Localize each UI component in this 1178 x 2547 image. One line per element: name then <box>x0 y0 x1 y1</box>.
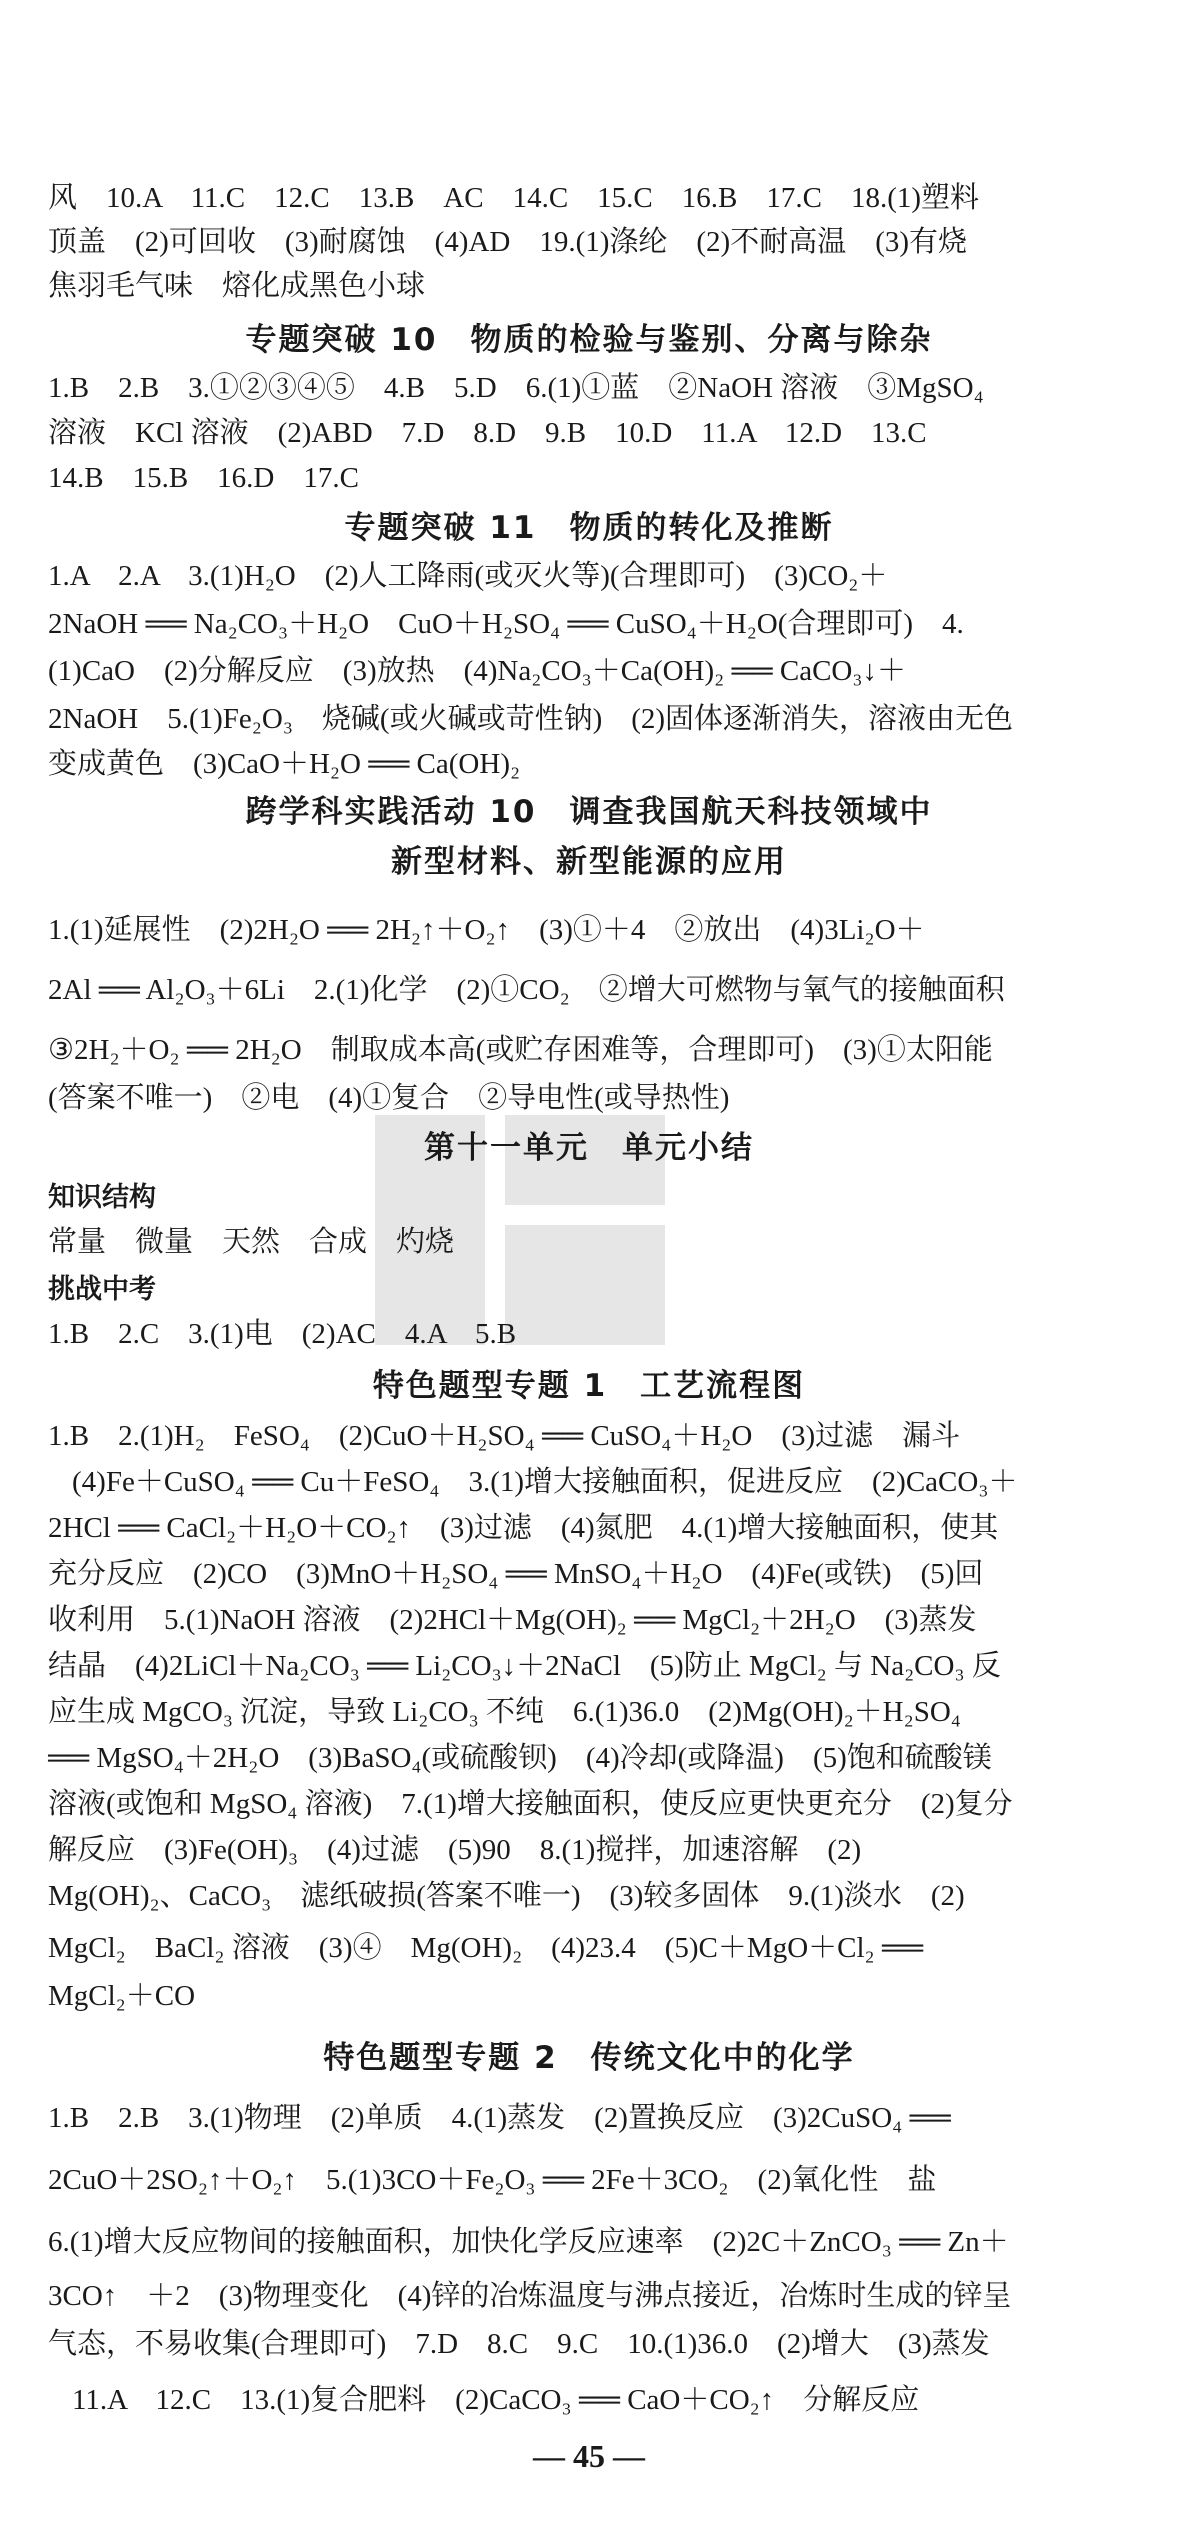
answer-line: (答案不唯一) ②电 (4)①复合 ②导电性(或导热性) <box>48 1082 730 1114</box>
answer-line: MgCl₂＋CO <box>48 1980 196 2012</box>
answer-line: 充分反应 (2)CO (3)MnO＋H₂SO₄ ══ MnSO₄＋H₂O (4)Fe(或铁) (5)回 <box>48 1558 984 1590</box>
answer-line: (1)CaO (2)分解反应 (3)放热 (4)Na₂CO₃＋Ca(OH)₂ ══ CaCO₃↓＋ <box>48 655 906 687</box>
answer-line: MgCl₂ BaCl₂ 溶液 (3)④ Mg(OH)₂ (4)23.4 (5)C＋MgO＋Cl₂ ══ <box>48 1932 923 1964</box>
section-title: 跨学科实践活动 10 调查我国航天科技领域中 <box>245 794 933 830</box>
subheading: 知识结构 <box>48 1182 156 1213</box>
answer-line: 变成黄色 (3)CaO＋H₂O ══ Ca(OH)₂ <box>48 748 521 780</box>
answer-line: 2HCl ══ CaCl₂＋H₂O＋CO₂↑ (3)过滤 (4)氮肥 4.(1)增大接触面积，使其 <box>48 1512 999 1544</box>
answer-line: 3CO↑ ＋2 (3)物理变化 (4)锌的冶炼温度与沸点接近，冶炼时生成的锌呈 <box>48 2280 1012 2312</box>
section-title: 专题突破 10 物质的检验与鉴别、分离与除杂 <box>245 322 933 358</box>
answer-line: ③2H₂＋O₂ ══ 2H₂O 制取成本高(或贮存困难等，合理即可) (3)①太阳能 <box>48 1034 993 1066</box>
answer-line: 1.B 2.C 3.(1)电 (2)AC 4.A 5.B <box>48 1318 517 1350</box>
answer-line: 溶液 KCl 溶液 (2)ABD 7.D 8.D 9.B 10.D 11.A 12.D 13.C <box>48 417 927 449</box>
section-title: 特色题型专题 2 传统文化中的化学 <box>323 2040 855 2076</box>
subheading: 挑战中考 <box>48 1274 156 1305</box>
answer-line: 2Al ══ Al₂O₃＋6Li 2.(1)化学 (2)①CO₂ ②增大可燃物与氧气的接触面积 <box>48 974 1005 1006</box>
answer-line: 结晶 (4)2LiCl＋Na₂CO₃ ══ Li₂CO₃↓＋2NaCl (5)防止 MgCl₂ 与 Na₂CO₃ 反 <box>48 1650 1001 1682</box>
answer-line: 2NaOH 5.(1)Fe₂O₃ 烧碱(或火碱或苛性钠) (2)固体逐渐消失，溶液由无色 <box>48 703 1014 735</box>
answer-line: 收利用 5.(1)NaOH 溶液 (2)2HCl＋Mg(OH)₂ ══ MgCl₂＋2H₂O (3)蒸发 <box>48 1604 977 1636</box>
section-title: 专题突破 11 物质的转化及推断 <box>344 510 834 546</box>
answer-line: 溶液(或饱和 MgSO₄ 溶液) 7.(1)增大接触面积，使反应更快更充分 (2)复分 <box>48 1788 1013 1820</box>
answer-line: ══ MgSO₄＋2H₂O (3)BaSO₄(或硫酸钡) (4)冷却(或降温) (5)饱和硫酸镁 <box>48 1742 992 1774</box>
answer-line: 顶盖 (2)可回收 (3)耐腐蚀 (4)AD 19.(1)涤纶 (2)不耐高温 (3)有烧 <box>48 226 968 258</box>
section-title: 新型材料、新型能源的应用 <box>391 844 787 880</box>
answer-line: 2NaOH ══ Na₂CO₃＋H₂O CuO＋H₂SO₄ ══ CuSO₄＋H₂O(合理即可) 4. <box>48 608 964 640</box>
answer-line: 焦羽毛气味 熔化成黑色小球 <box>48 270 426 302</box>
answer-line: 1.B 2.(1)H₂ FeSO₄ (2)CuO＋H₂SO₄ ══ CuSO₄＋H₂O (3)过滤 漏斗 <box>48 1420 961 1452</box>
answer-line: 1.A 2.A 3.(1)H₂O (2)人工降雨(或灭火等)(合理即可) (3)CO₂＋ <box>48 560 888 592</box>
answer-line: 6.(1)增大反应物间的接触面积，加快化学反应速率 (2)2C＋ZnCO₃ ══ Zn＋ <box>48 2226 1009 2258</box>
answer-line: 1.B 2.B 3.(1)物理 (2)单质 4.(1)蒸发 (2)置换反应 (3)2CuSO₄ ══ <box>48 2102 951 2134</box>
answer-line: 风 10.A 11.C 12.C 13.B AC 14.C 15.C 16.B 17.C 18.(1)塑料 <box>48 182 980 214</box>
section-title: 特色题型专题 1 工艺流程图 <box>372 1368 806 1404</box>
section-title: 第十一单元 单元小结 <box>424 1130 754 1166</box>
answer-line: 气态，不易收集(合理即可) 7.D 8.C 9.C 10.(1)36.0 (2)增大 (3)蒸发 <box>48 2328 990 2360</box>
answer-line: 解反应 (3)Fe(OH)₃ (4)过滤 (5)90 8.(1)搅拌，加速溶解 (2) <box>48 1834 862 1866</box>
page-number: — 45 — <box>533 2438 645 2474</box>
answer-line: 1.(1)延展性 (2)2H₂O ══ 2H₂↑＋O₂↑ (3)①＋4 ②放出 (4)3Li₂O＋ <box>48 914 925 946</box>
answer-line: 11.A 12.C 13.(1)复合肥料 (2)CaCO₃ ══ CaO＋CO₂↑ 分解反应 <box>72 2384 920 2416</box>
answer-line: (4)Fe＋CuSO₄ ══ Cu＋FeSO₄ 3.(1)增大接触面积，促进反应 (2)CaCO₃＋ <box>72 1466 1018 1498</box>
answer-line: 常量 微量 天然 合成 灼烧 <box>48 1226 455 1258</box>
answer-line: 应生成 MgCO₃ 沉淀，导致 Li₂CO₃ 不纯 6.(1)36.0 (2)Mg(OH)₂＋H₂SO₄ <box>48 1696 961 1728</box>
answer-line: 14.B 15.B 16.D 17.C <box>48 462 359 494</box>
answer-line: 1.B 2.B 3.①②③④⑤ 4.B 5.D 6.(1)①蓝 ②NaOH 溶液 ③MgSO₄ <box>48 372 984 404</box>
answer-line: Mg(OH)₂、CaCO₃ 滤纸破损(答案不唯一) (3)较多固体 9.(1)淡水 (2) <box>48 1880 965 1912</box>
answer-line: 2CuO＋2SO₂↑＋O₂↑ 5.(1)3CO＋Fe₂O₃ ══ 2Fe＋3CO₂ (2)氧化性 盐 <box>48 2164 937 2196</box>
